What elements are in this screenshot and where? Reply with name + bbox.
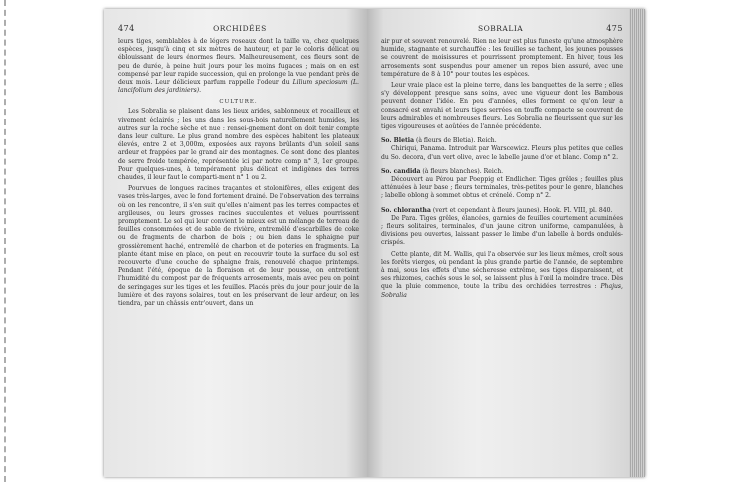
left-running-head: ORCHIDÉES xyxy=(213,24,267,33)
left-page-header xyxy=(118,24,359,33)
genus-names: Phajus, Sobralia xyxy=(381,283,623,299)
species-entry xyxy=(381,207,623,248)
scan-border xyxy=(4,0,10,482)
species-description: (à fleurs blanches). Reich. xyxy=(422,167,504,175)
species-entry xyxy=(381,137,623,162)
right-paragraph-3: Cette plante, dit M. Wallis, qui l'a observée sur les lieux mêmes, croît sous les forêts vierges, où pendant la plus grande partie de l'année, de septembre à mai, sous les effets d'une sécheresse extrême, ses tiges disparaissent, et ses rhizomes, cachés sous le sol, se laissent plus à l'œil la moindre trace. Dès que la pluie commence, toute la tribu des orchidées terrestres : Phajus, Sobralia xyxy=(381,250,623,299)
page-edges xyxy=(629,9,645,477)
left-page-number: 474 xyxy=(118,24,135,33)
left-page xyxy=(104,9,367,477)
left-paragraph-1: leurs tiges, semblables à de légers roseaux dont la taille va, chez quelques espèces, jusqu'à cinq et six mètres de hauteur, et par le coloris délicat ou éblouissant de leurs énormes fleurs. Malheureusement, ces fleurs sont de peu de durée, à peine huit jours pour les moins fugaces ; mais on en est compensé par leur rapide succession, qui en prolonge la vue pendant près de deux mois. Leur délicieux parfum rappelle l'odeur du Lilium speciosum (L. lancifolium des jardiniers). xyxy=(118,38,359,95)
right-paragraph-1: air pur et souvent renouvelé. Rien ne leur est plus funeste qu'une atmosphère humide, stagnante et surchauffée : les feuilles se tachent, les jeunes pousses se couvrent de moisissures et pourrissent promptement. En hiver, tous les arrosements sont suspendus pour amener un repos bien assuré, avec une température de 8 à 10° pour toutes les espèces. xyxy=(381,38,623,78)
right-page xyxy=(367,9,645,477)
right-paragraph-2: Leur vraie place est la pleine terre, dans les banquettes de la serre ; elles s'y développent presque sans soins, avec une vigueur dont les Bambous peuvent donner l'idée. En peu d'années, elles forment ce qu'on leur a consacré est envahi et leurs tiges serrées en touffe compacte se couvrent de leurs admirables et nombreuses fleurs. Les Sobralia ne fleurissent que sur les tiges vigoureuses et aoûtées de l'année précédente. xyxy=(381,82,623,131)
species-body: De Para. Tiges grêles, élancées, garnies de feuilles courtement acuminées ; fleurs solitaires, terminales, d'un jaune citron uniforme, campanulées, à divisions peu ouvertes, laissant passer le limbe d'un labelle à bords ondulés-crispés. xyxy=(381,214,623,247)
book-spread xyxy=(104,9,645,477)
right-running-head: SOBRALIA xyxy=(477,24,524,33)
species-body: Découvert au Pérou par Poeppig et Endlicher. Tiges grêles ; feuilles plus atténuées à leur base ; fleurs terminales, très-petites pour le genre, blanches ; labelle oblong à sommet obtus et crénelé. Comp n° 2. xyxy=(381,176,623,200)
left-paragraph-2: Les Sobralia se plaisent dans les lieux arides, sablonneux et rocailleux et vivement éclairés ; les uns dans les sous-bois naturellement humides, les autres sur la roche sèche et nue : rensei-gnement dont on doit tenir compte dans leur culture. Le plus grand nombre des espèces habitent les plateaux élevés, entre 2 et 3,000m, exposées aux rayons brûlants d'un soleil sans ardeur et frappées par le grand air des montagnes. Ce sont donc des plantes de serre froide tempérée, représentée ici par notre comp n° 3, 1er groupe. Pour quelques-unes, à tempérament plus délicat et indigènes des terres chaudes, il leur faut le comparti-ment n° 1 ou 2. xyxy=(118,108,359,182)
species-description: (à fleurs de Bletia). Reich. xyxy=(415,137,497,145)
species-entry xyxy=(381,168,623,201)
species-name: So. Bletia xyxy=(381,137,415,145)
species-body: Chiriqui, Panama. Introduit par Warscewicz. Fleurs plus petites que celles du So. decora, d'un vert olive, avec le labelle jaune d'or et blanc. Comp n° 2. xyxy=(381,145,623,161)
species-description: (vert et cependant à fleurs jaunes). Hook. Fl. VIII, pl. 840. xyxy=(432,206,613,214)
section-title-culture: CULTURE. xyxy=(219,99,258,106)
lilium-name: Lilium speciosum (L. lancifolium des jardiniers). xyxy=(118,79,359,95)
right-page-header xyxy=(381,24,623,33)
left-paragraph-3: Pourvues de longues racines traçantes et stolonifères, elles exigent des vases très-larges, avec le fond fortement drainé. De l'observation des terrains où on les rencontre, il s'en suit qu'elles n'aiment pas les terres compactes et argileuses, ou leurs grosses racines succulentes et velues pourrissent promptement. Le sol qui leur convient le mieux est un mélange de terreau de feuilles consommées et de sable de rivière, entremêlé d'escarbilles de coke ou de fragments de charbon de bois ; ou bien dans le sphaigne pur grossièrement haché, entremêlé de charbon et de poteries en fragments. La plante étant mise en place, on peut en recouvrir toute la surface du sol est recouverte d'une couche de sphaigne frais, renouvelé chaque printemps. Pendant l'été, époque de la floraison et de leur pousse, on entretient l'humidité du compost par de fréquents arrosements, mais avec peu on point de seringages sur les tiges et les feuilles. Placés près du jour pour jouir de la lumière et des rayons solaires, tout en les préservant de leur ardeur, on les tiendra, par un châssis entr'ouvert, dans un xyxy=(118,185,359,308)
right-page-number: 475 xyxy=(606,24,623,33)
species-name: So. candida xyxy=(381,167,421,175)
species-name: So. chlorantha xyxy=(381,206,431,214)
